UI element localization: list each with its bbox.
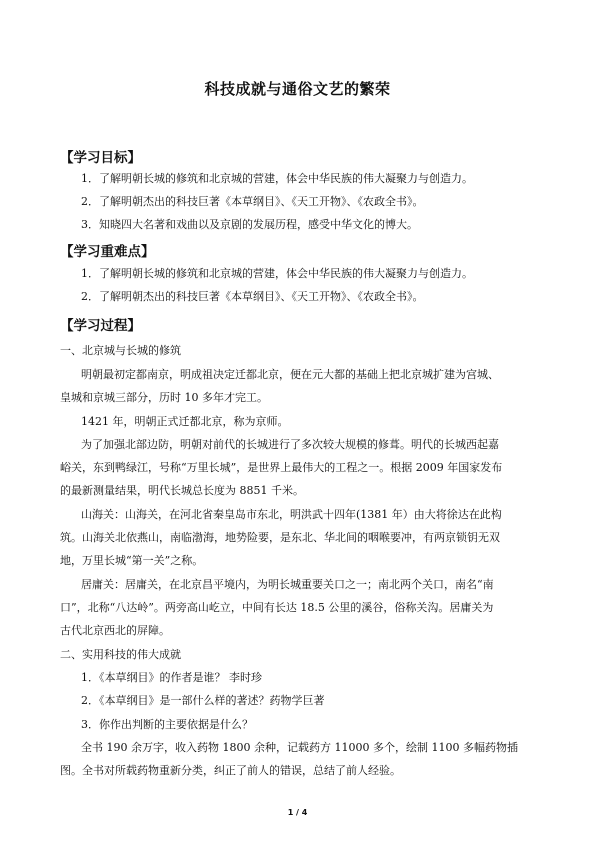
- section-1-paragraph-3-line-3: 的最新测量结果，明代长城总长度为 8851 千米。: [60, 484, 304, 497]
- objectives-heading: 【学习目标】: [60, 150, 141, 166]
- section-1-title: 一、北京城与长城的修筑: [60, 344, 181, 357]
- section-1-paragraph-2: 1421 年，明朝正式迁都北京，称为京师。: [81, 415, 289, 428]
- section-1-paragraph-1-line-2: 皇城和京城三部分，历时 10 多年才完工。: [60, 391, 268, 404]
- section-2-paragraph-line-1: 全书 190 余万字，收入药物 1800 余种，记载药方 11000 多个，绘制 1100 多幅药物插: [81, 741, 518, 754]
- section-1-paragraph-5-line-1: 居庸关：居庸关，在北京昌平境内，为明长城重要关口之一；南北两个关口，南名“南: [81, 578, 494, 591]
- section-1-paragraph-4-line-3: 地，万里长城“第一关”之称。: [60, 554, 204, 567]
- section-2-question-3: 3．你作出判断的主要依据是什么？: [81, 718, 253, 731]
- key-points-heading: 【学习重难点】: [60, 244, 155, 260]
- section-1-paragraph-1-line-1: 明朝最初定都南京，明成祖决定迁都北京，便在元大都的基础上把北京城扩建为宫城、: [81, 368, 499, 381]
- section-2-paragraph-line-2: 图。全书对所载药物重新分类，纠正了前人的错误，总结了前人经验。: [60, 764, 401, 777]
- key-point-item-1: 1．了解明朝长城的修筑和北京城的营建，体会中华民族的伟大凝聚力与创造力。: [81, 267, 473, 280]
- objective-item-1: 1．了解明朝长城的修筑和北京城的营建，体会中华民族的伟大凝聚力与创造力。: [81, 172, 473, 185]
- section-1-paragraph-5-line-3: 古代北京西北的屏障。: [60, 624, 170, 637]
- key-point-item-2: 2．了解明朝杰出的科技巨著《本草纲目》、《天工开物》、《农政全书》。: [81, 290, 424, 303]
- process-heading: 【学习过程】: [60, 318, 141, 334]
- section-2-title: 二、实用科技的伟大成就: [60, 648, 181, 661]
- section-1-paragraph-3-line-1: 为了加强北部边防，明朝对前代的长城进行了多次较大规模的修葺。明代的长城西起嘉: [81, 438, 499, 451]
- objective-item-3: 3．知晓四大名著和戏曲以及京剧的发展历程，感受中华文化的博大。: [81, 218, 418, 231]
- section-2-question-1: 1．《本草纲目》的作者是谁？ 李时珍: [81, 671, 262, 684]
- page-title: 科技成就与通俗文艺的繁荣: [204, 80, 391, 98]
- section-1-paragraph-3-line-2: 峪关，东到鸭绿江，号称“万里长城”，是世界上最伟大的工程之一。根据 2009 年国家发布: [60, 461, 503, 474]
- section-1-paragraph-4-line-2: 筑。山海关北依燕山，南临渤海，地势险要，是东北、华北间的咽喉要冲，有两京锁钥无双: [60, 531, 500, 544]
- section-1-paragraph-5-line-2: 口”，北称“八达岭”。两旁高山屹立，中间有长达 18.5 公里的溪谷，俗称关沟。居庸关为: [60, 601, 494, 614]
- objective-item-2: 2．了解明朝杰出的科技巨著《本草纲目》、《天工开物》、《农政全书》。: [81, 195, 424, 208]
- page-number: 1 / 4: [287, 808, 308, 817]
- section-1-paragraph-4-line-1: 山海关：山海关，在河北省秦皇岛市东北，明洪武十四年(1381 年）由大将徐达在此构: [81, 508, 502, 521]
- section-2-question-2: 2．《本草纲目》是一部什么样的著述？药物学巨著: [81, 694, 325, 707]
